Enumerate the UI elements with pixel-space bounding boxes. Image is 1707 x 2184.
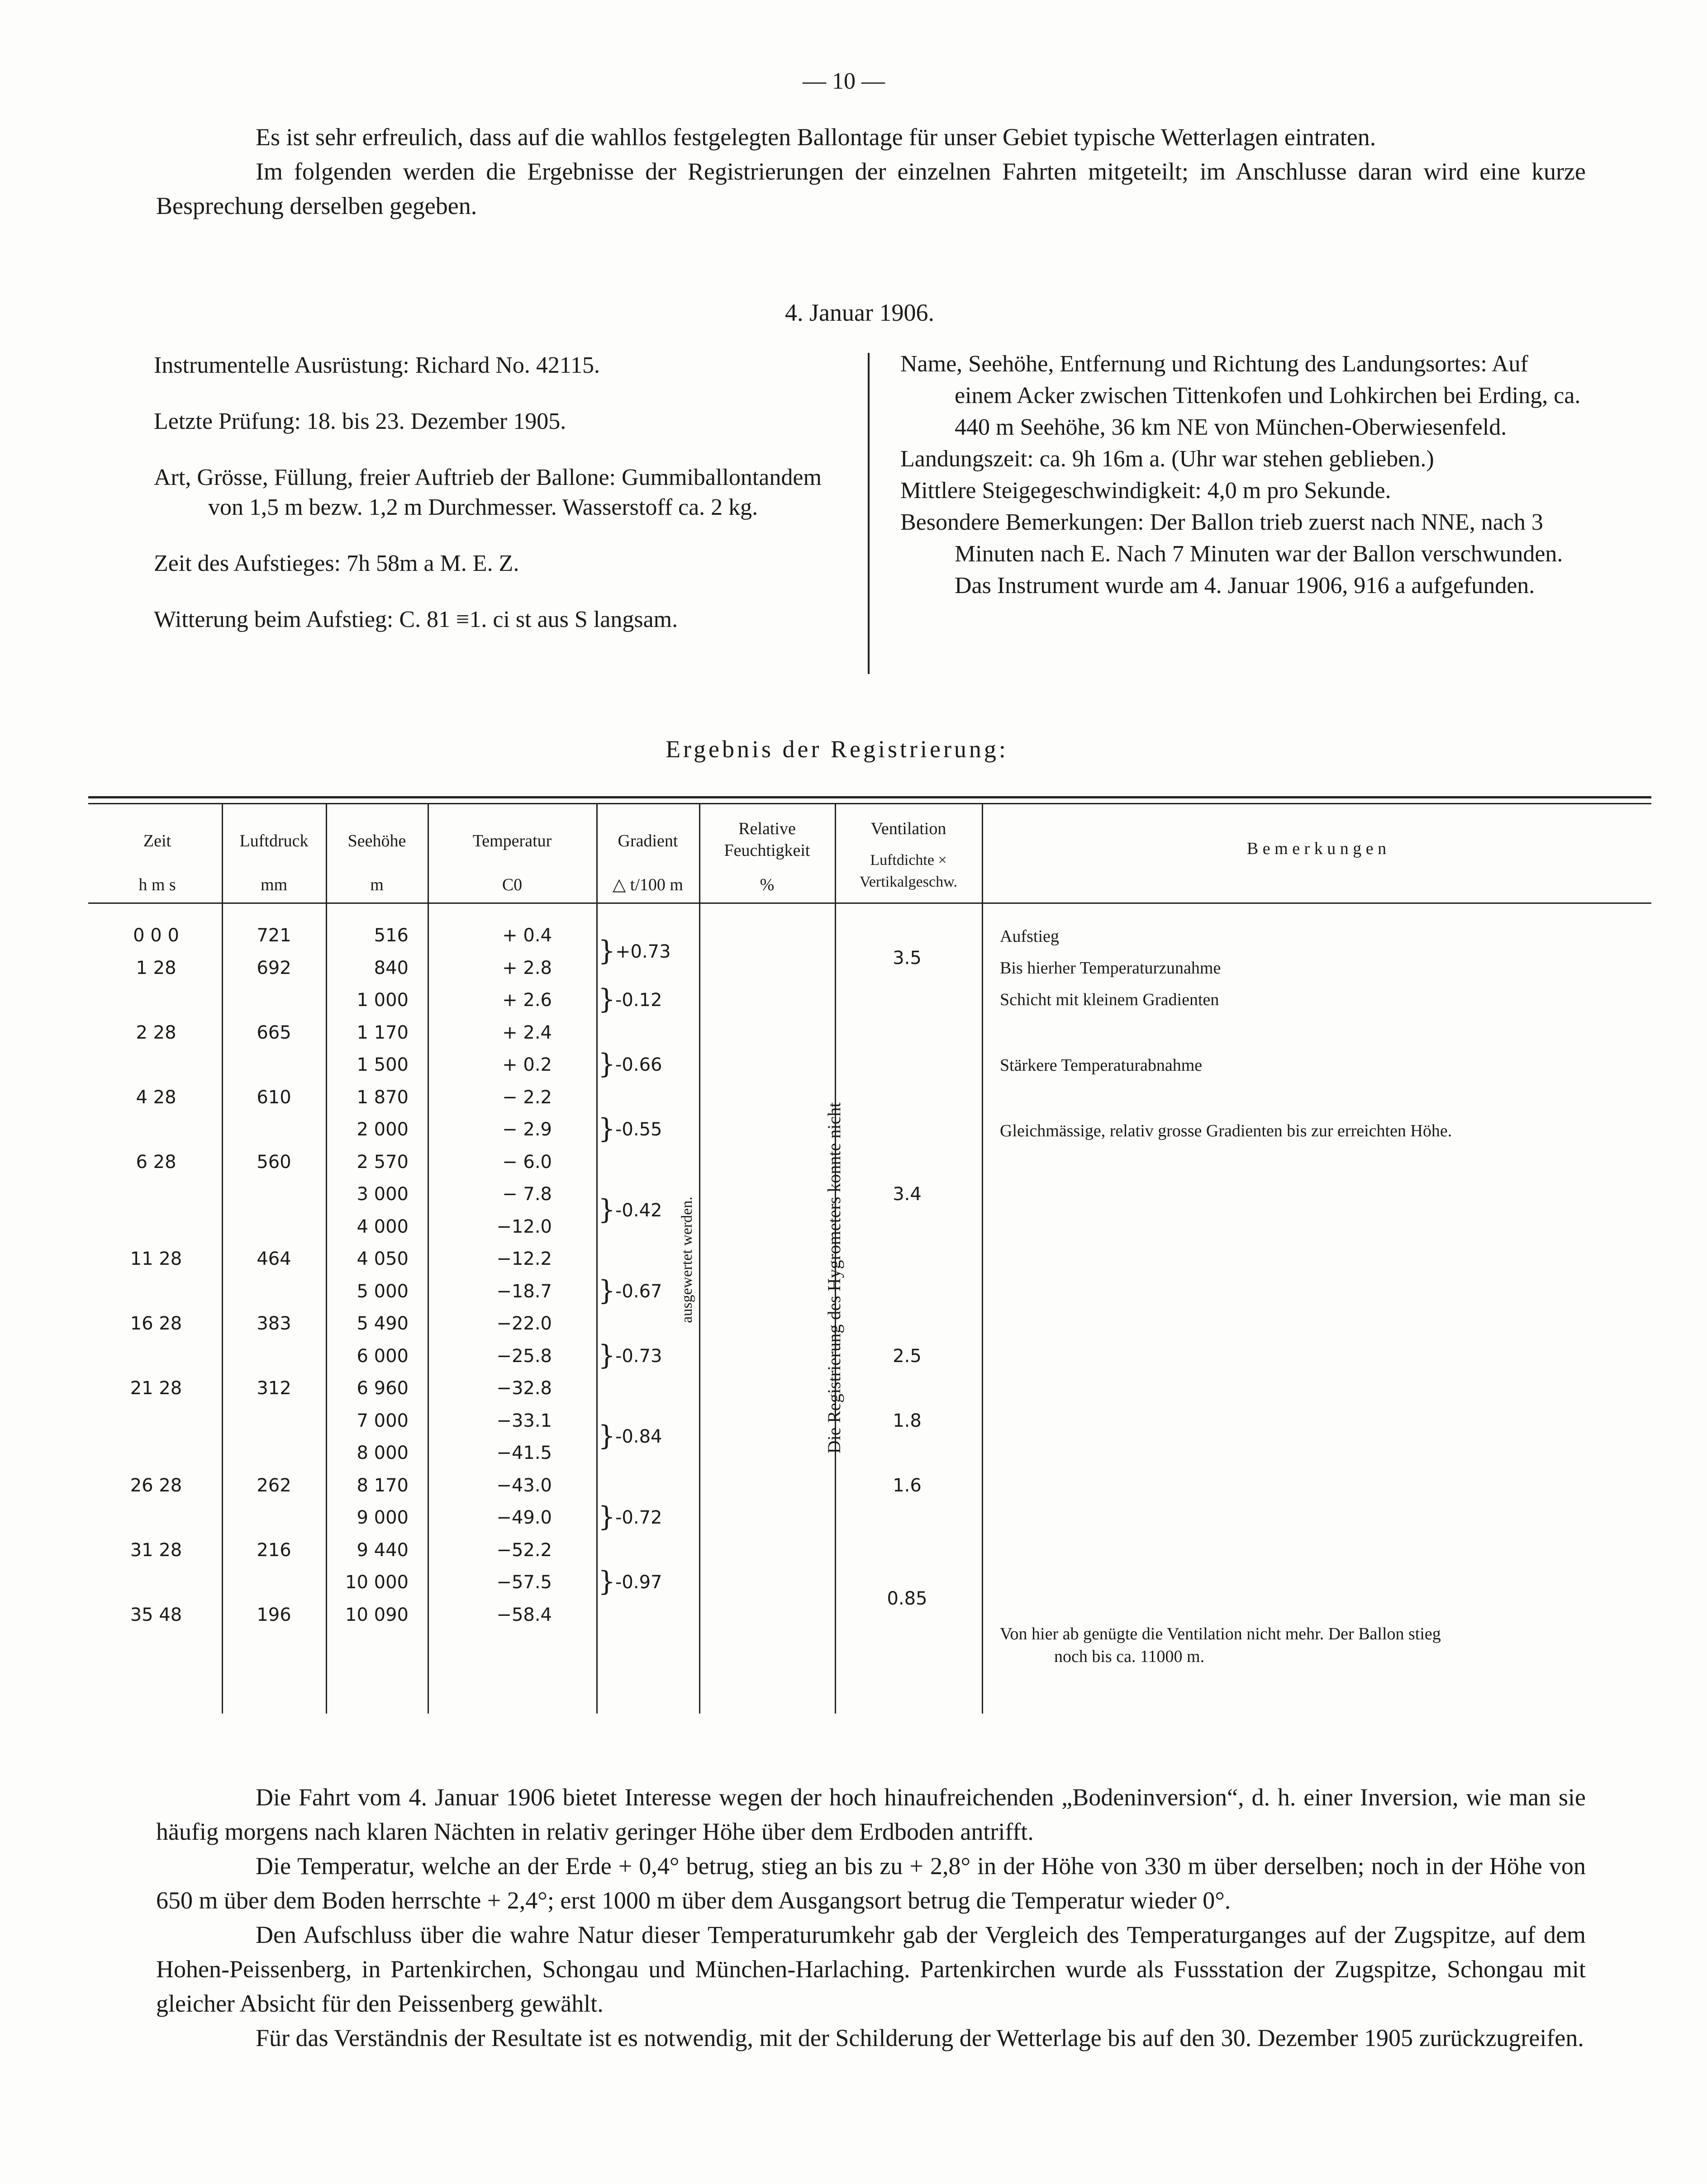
cell-temperatur: −18.7 [496,1281,552,1302]
cell-seehoehe: 6 000 [357,1345,409,1367]
left-meta [154,351,846,661]
cell-gradient: -0.72 [615,1507,662,1528]
cell-luftdruck: 665 [257,1022,291,1043]
cell-gradient: -0.42 [615,1200,662,1221]
column-line [982,804,983,1714]
cell-ventilation: 0.85 [887,1588,927,1609]
cell-ventilation: 3.4 [893,1184,922,1205]
header-seehoehe-unit: m [370,875,384,894]
cell-gradient: -0.66 [615,1054,662,1075]
header-luftdruck-unit: mm [260,875,288,894]
header-ventilation: Ventilation [870,819,946,838]
column-line [428,804,429,1714]
intro-paragraph: Im folgenden werden die Ergebnisse der Registrierungen der einzelnen Fahrten mitgeteilt; im Anschlusse daran wird eine kurze Besprechung derselben gegeben. [156,158,1586,219]
cell-zeit: 16 28 [130,1313,182,1334]
cell-seehoehe: 9 000 [357,1507,409,1528]
meta-steiggeschwindigkeit: Mittlere Steigegeschwindigkeit: 4,0 m pro Sekunde. [900,478,1391,503]
cell-zeit: 11 28 [130,1249,182,1269]
cell-seehoehe: 3 000 [357,1184,409,1205]
cell-temperatur: −25.8 [496,1345,552,1367]
remark: Aufstieg [1000,927,1059,946]
intro-paragraph: Es ist sehr erfreulich, dass auf die wahllos festgelegten Ballontage für unser Gebiet typische Wetterlagen eintraten. [256,123,1376,151]
cell-seehoehe: 1 500 [357,1054,409,1075]
cell-luftdruck: 196 [257,1604,291,1625]
cell-seehoehe: 10 000 [345,1572,409,1593]
header-temperatur-unit: C0 [502,875,523,894]
cell-seehoehe: 8 170 [357,1475,409,1496]
header-temperatur: Temperatur [472,831,552,850]
cell-seehoehe: 5 000 [357,1281,409,1302]
header-gradient: Gradient [618,831,678,850]
cell-luftdruck: 721 [257,925,291,946]
cell-zeit: 35 48 [130,1604,182,1625]
cell-temperatur: −49.0 [496,1507,552,1528]
cell-ventilation: 1.6 [893,1475,922,1496]
table-caption: Ergebnis der Registrierung: [666,736,1008,763]
cell-seehoehe: 2 000 [357,1119,409,1140]
cell-temperatur: + 0.2 [502,1054,552,1075]
cell-ventilation: 2.5 [893,1345,922,1367]
humidity-note: Die Registrierung des Hygrometers konnte nicht [824,1102,844,1454]
cell-luftdruck: 216 [257,1539,291,1561]
cell-gradient: -0.67 [615,1281,662,1302]
gradient-brace: } [598,1193,616,1225]
meta-witterung: Witterung beim Aufstieg: C. 81 ≡1. ci st aus S langsam. [154,607,678,632]
cell-zeit: 26 28 [130,1475,182,1496]
cell-seehoehe: 840 [374,957,409,978]
column-line [596,804,598,1714]
header-seehoehe: Seehöhe [347,831,406,850]
cell-gradient: -0.97 [615,1572,662,1593]
header-feuchte-unit: % [760,875,775,894]
cell-gradient: -0.55 [615,1119,662,1140]
column-divider [868,353,870,674]
cell-seehoehe: 8 000 [357,1443,409,1463]
header-bemerkungen: B e m e r k u n g e n [1246,839,1387,858]
cell-temperatur: −52.2 [496,1539,552,1561]
cell-ventilation: 3.5 [893,948,922,969]
cell-temperatur: −41.5 [496,1443,552,1463]
table-top-rule [88,796,1651,798]
cell-zeit: 0 0 0 [133,925,179,946]
gradient-brace: } [598,1048,616,1080]
cell-zeit: 1 28 [136,957,176,978]
gradient-brace: } [598,1113,616,1144]
gradient-brace: } [598,1420,616,1452]
discussion-paragraph: Für das Verständnis der Resultate ist es notwendig, mit der Schilderung der Wetterlage bis auf den 30. Dezember 1905 zurückzugreifen. [256,2024,1584,2051]
intro [156,120,1586,223]
meta-landungszeit: Landungszeit: ca. 9h 16m a. (Uhr war stehen geblieben.) [900,446,1434,472]
cell-temperatur: −32.8 [496,1378,552,1399]
cell-temperatur: −57.5 [496,1572,552,1593]
header-zeit-unit: h m s [138,875,176,894]
header-feuchte: Relative Feuchtigkeit [724,819,810,860]
remark: Von hier ab genügte die Ventilation nicht mehr. Der Ballon stieg [1000,1624,1441,1643]
date-heading: 4. Januar 1906. [785,299,934,326]
cell-temperatur: + 2.8 [502,957,552,978]
cell-ventilation: 1.8 [893,1410,922,1431]
cell-temperatur: − 2.2 [502,1087,552,1108]
humidity-note-2: ausgewertet werden. [679,1196,695,1323]
cell-zeit: 21 28 [130,1378,182,1399]
cell-temperatur: −12.0 [496,1216,552,1237]
meta-pruefung: Letzte Prüfung: 18. bis 23. Dezember 1905. [154,408,566,434]
header-gradient-unit: △ t/100 m [613,875,683,894]
cell-seehoehe: 9 440 [357,1539,409,1561]
header-ventilation-unit: Luftdichte × Vertikalgeschw. [860,852,957,890]
cell-luftdruck: 383 [257,1313,291,1334]
remark: Bis hierher Temperaturzunahme [1000,959,1221,978]
cell-gradient: -0.12 [615,990,662,1011]
meta-ballone: Art, Grösse, Füllung, freier Auftrieb der Ballone: Gummiballontandem von 1,5 m bezw. 1,2 m Durchmesser. Wasserstoff ca. 2 kg. [154,465,822,520]
cell-gradient: +0.73 [615,941,671,962]
page-number: — 10 — [803,68,885,94]
cell-zeit: 2 28 [136,1022,176,1043]
remark: Stärkere Temperaturabnahme [1000,1056,1203,1075]
cell-zeit: 6 28 [136,1151,176,1173]
cell-seehoehe: 4 050 [357,1249,409,1269]
cell-temperatur: + 2.6 [502,990,552,1011]
remark: noch bis ca. 11000 m. [1054,1647,1205,1666]
cell-seehoehe: 7 000 [357,1410,409,1431]
cell-temperatur: −43.0 [496,1475,552,1496]
cell-seehoehe: 6 960 [357,1378,409,1399]
cell-luftdruck: 560 [257,1151,291,1173]
remark: Schicht mit kleinem Gradienten [1000,990,1219,1009]
cell-zeit: 31 28 [130,1539,182,1561]
cell-seehoehe: 1 170 [357,1022,409,1043]
cell-temperatur: − 6.0 [502,1151,552,1173]
gradient-brace: } [598,935,616,967]
meta-aufstieg: Zeit des Aufstieges: 7h 58m a M. E. Z. [154,551,519,576]
discussion-paragraph: Die Fahrt vom 4. Januar 1906 bietet Interesse wegen der hoch hinaufreichenden „Bodeninversion“, d. h. einer Inversion, wie man sie häufig morgens nach klaren Nächten in relativ geringer Höhe über dem Erdboden antrifft. [156,1784,1586,1845]
cell-seehoehe: 1 870 [357,1087,409,1108]
cell-gradient: -0.73 [615,1345,662,1367]
cell-seehoehe: 2 570 [357,1151,409,1173]
cell-seehoehe: 4 000 [357,1216,409,1237]
remark: Gleichmässige, relativ grosse Gradienten bis zur erreichten Höhe. [1000,1121,1452,1140]
discussion-paragraph: Die Temperatur, welche an der Erde + 0,4° betrug, stieg an bis zu + 2,8° in der Höhe von 330 m über derselben; noch in der Höhe von 650 m über dem Boden herrschte + 2,4°; erst 1000 m über dem Ausgangsort betrug die Temperatur wieder 0°. [156,1852,1586,1914]
gradient-brace: } [598,1501,616,1533]
cell-luftdruck: 610 [257,1087,291,1108]
table-top-rule [88,803,1651,804]
discussion-paragraph: Den Aufschluss über die wahre Natur dieser Temperaturumkehr gab der Vergleich des Temperaturganges auf der Zugspitze, auf dem Hohen-Peissenberg, in Partenkirchen, Schongau und München-Harlaching. Partenkirchen wurde als Fussstation der Zugspitze, Schongau mit gleicher Absicht für den Peissenberg gewählt. [156,1921,1586,2017]
cell-temperatur: − 7.8 [502,1184,552,1205]
cell-luftdruck: 464 [257,1249,291,1269]
cell-temperatur: −58.4 [496,1604,552,1625]
cell-seehoehe: 10 090 [345,1604,409,1625]
table-header-rule [88,902,1651,904]
cell-seehoehe: 1 000 [357,990,409,1011]
gradient-brace: } [598,1274,616,1306]
discussion [156,1780,1586,2055]
cell-seehoehe: 516 [374,925,409,946]
cell-temperatur: −22.0 [496,1313,552,1334]
cell-luftdruck: 262 [257,1475,291,1496]
cell-seehoehe: 5 490 [357,1313,409,1334]
right-meta [900,348,1583,602]
header-zeit: Zeit [143,831,171,850]
gradient-brace: } [598,983,616,1015]
meta-landungsort: Name, Seehöhe, Entfernung und Richtung des Landungsortes: Auf einem Acker zwischen Tittenkofen und Lohkirchen bei Erding, ca. 440 m Seehöhe, 36 km NE von München-Oberwiesenfeld. [900,351,1581,440]
cell-luftdruck: 312 [257,1378,291,1399]
cell-zeit: 4 28 [136,1087,176,1108]
meta-instrument: Instrumentelle Ausrüstung: Richard No. 42115. [154,352,600,378]
cell-luftdruck: 692 [257,957,291,978]
gradient-brace: } [598,1566,616,1597]
header-luftdruck: Luftdruck [239,831,309,850]
cell-temperatur: −12.2 [496,1249,552,1269]
cell-temperatur: + 0.4 [502,925,552,946]
meta-bemerkungen: Besondere Bemerkungen: Der Ballon trieb zuerst nach NNE, nach 3 Minuten nach E. Nach 7 Minuten war der Ballon verschwunden. Das Instrument wurde am 4. Januar 1906, 916 a aufgefunden. [900,509,1563,598]
cell-gradient: -0.84 [615,1426,662,1448]
gradient-brace: } [598,1339,616,1371]
cell-temperatur: − 2.9 [502,1119,552,1140]
cell-temperatur: + 2.4 [502,1022,552,1043]
cell-temperatur: −33.1 [496,1410,552,1431]
